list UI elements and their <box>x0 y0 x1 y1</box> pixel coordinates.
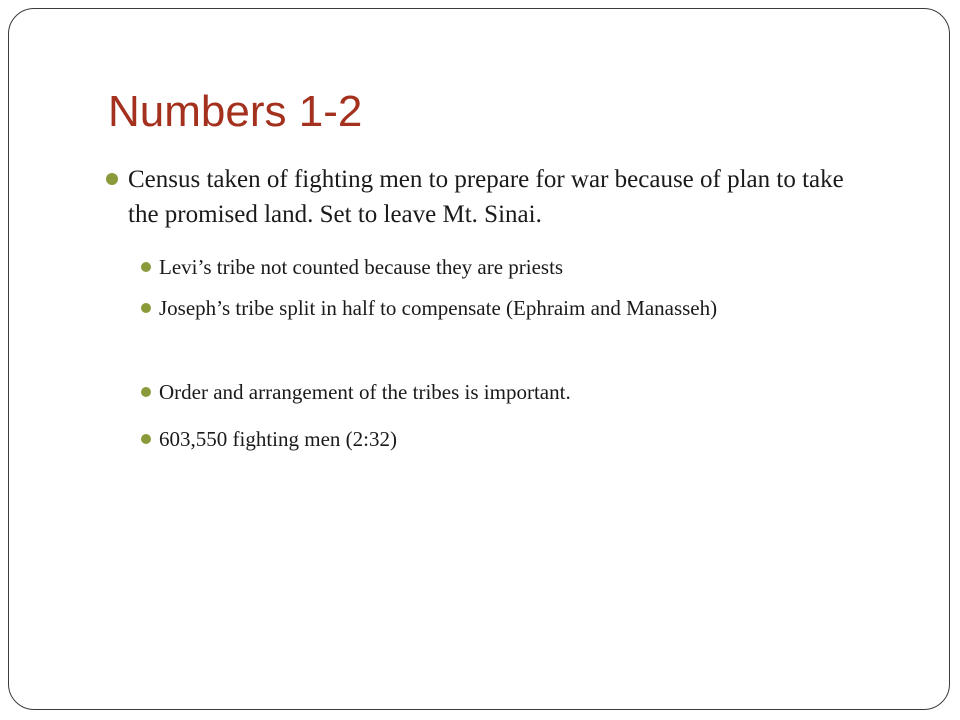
bullet-text: Order and arrangement of the tribes is important. <box>159 380 571 404</box>
bullet-item <box>128 162 868 232</box>
bullet-dot-icon <box>141 262 151 272</box>
bullet-text: 603,550 fighting men (2:32) <box>159 427 397 451</box>
bullet-text: Levi’s tribe not counted because they are priests <box>159 255 564 279</box>
bullet-dot-icon <box>106 173 118 185</box>
sub-bullet-item <box>159 424 859 454</box>
bullet-dot-icon <box>141 434 151 444</box>
bullet-text: Joseph’s tribe split in half to compensate (Ephraim and Manasseh) <box>159 296 718 320</box>
sub-bullet-item <box>159 252 859 282</box>
sub-bullet-item <box>159 293 859 323</box>
bullet-dot-icon <box>141 303 151 313</box>
sub-bullet-item <box>159 377 859 407</box>
bullet-dot-icon <box>141 387 151 397</box>
slide-title: Numbers 1-2 <box>108 87 363 136</box>
bullet-text: Census taken of fighting men to prepare for war because of plan to take the promised land. Set to leave Mt. Sinai. <box>128 166 844 228</box>
